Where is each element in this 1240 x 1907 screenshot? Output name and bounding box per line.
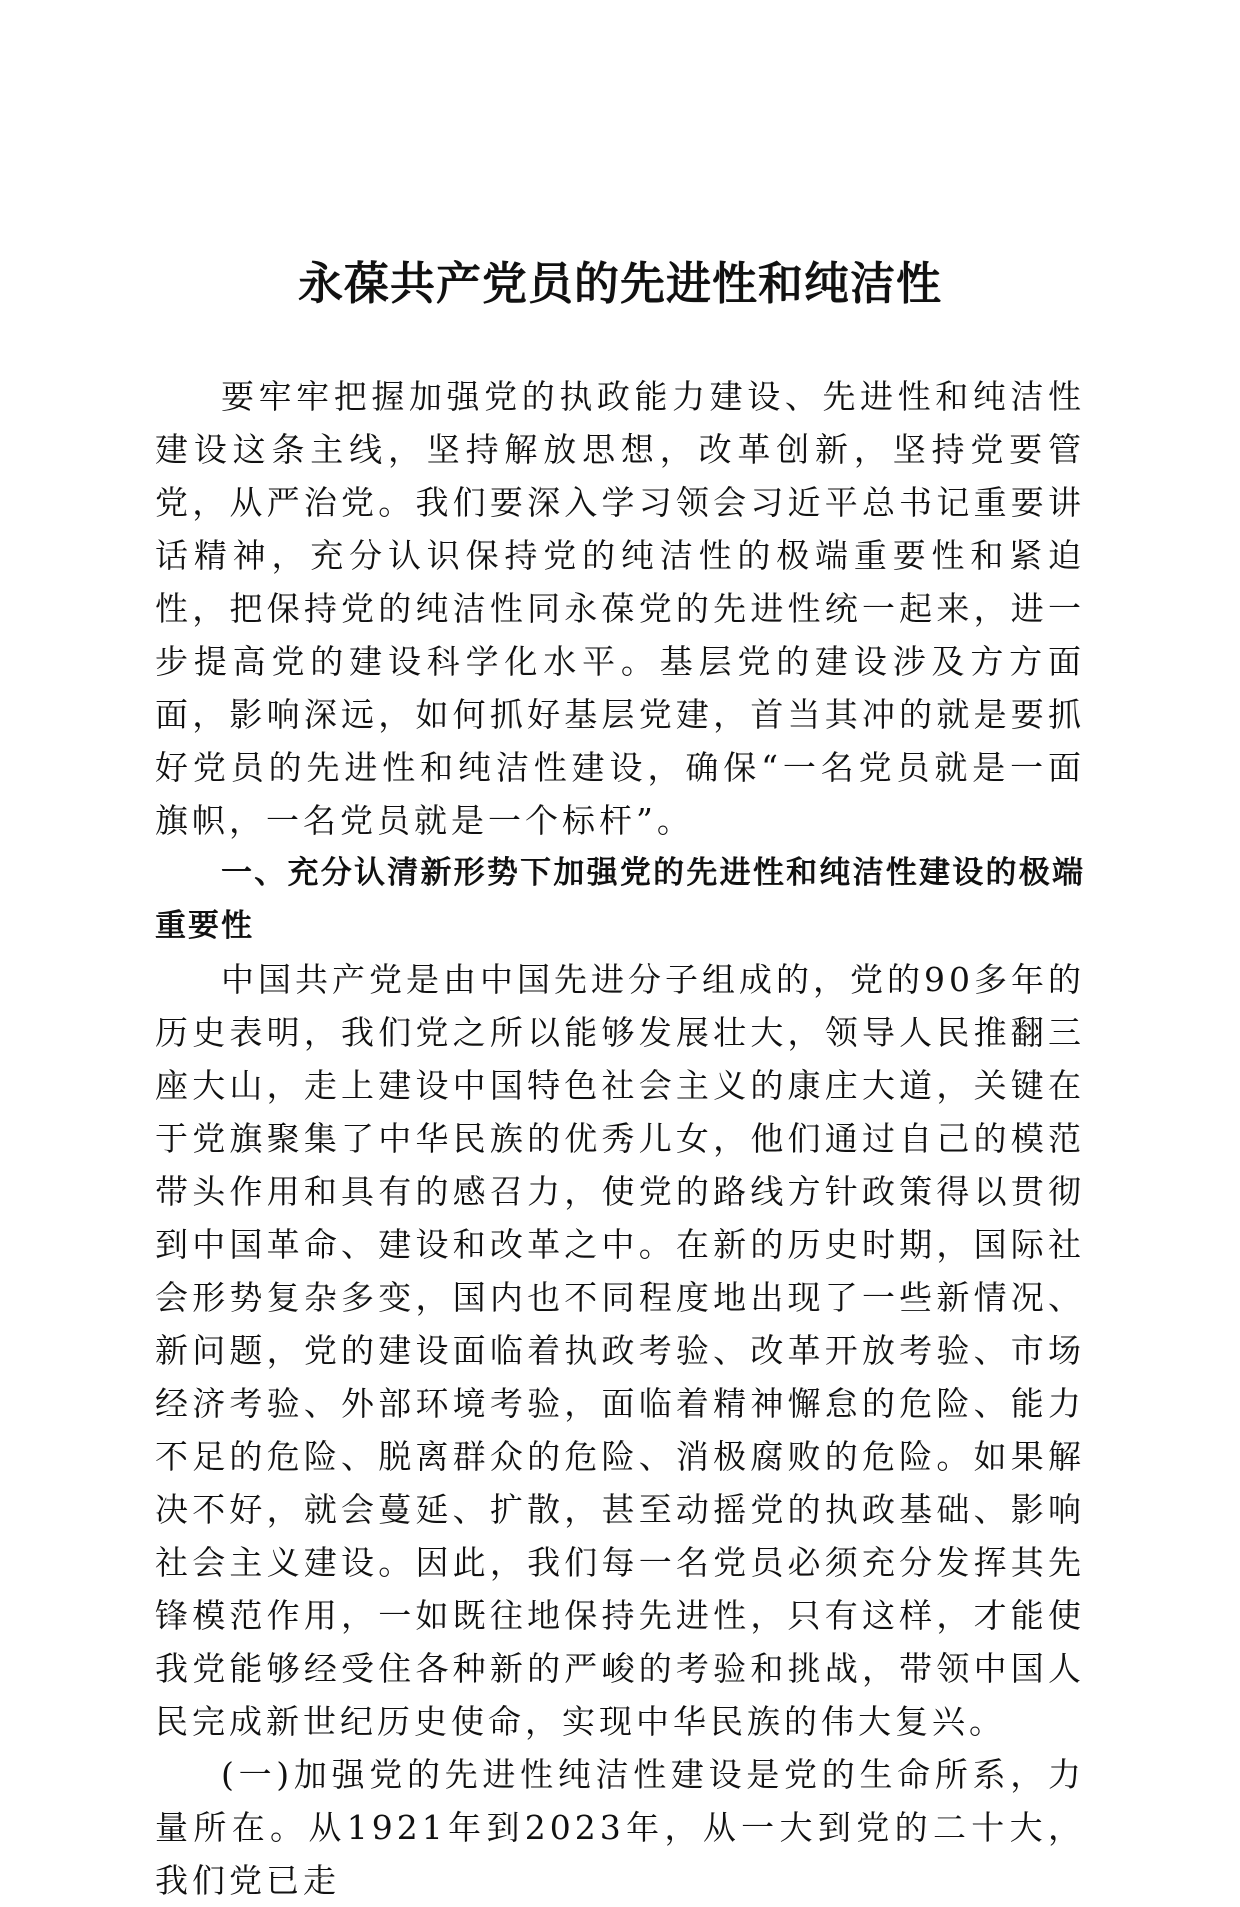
document-title: 永葆共产党员的先进性和纯洁性 — [297, 257, 942, 311]
section-paragraph: 中国共产党是由中国先进分子组成的，党的90多年的历史表明，我们党之所以能够发展壮大，领导人民推翻三座大山，走上建设中国特色社会主义的康庄大道，关键在于党旗聚集了中华民族的优秀儿女，他们通过自己的模范带头作用和具有的感召力，使党的路线方针政策得以贯彻到中国革命、建设和改革之中。在新的历史时期，国际社会形势复杂多变，国内也不同程度地出现了一些新情况、新问题，党的建设面临着执政考验、改革开放考验、市场经济考验、外部环境考验，面临着精神懈怠的危险、能力不足的危险、脱离群众的危险、消极腐败的危险。如果解决不好，就会蔓延、扩散，甚至动摇党的执政基础、影响社会主义建设。因此，我们每一名党员必须充分发挥其先锋模范作用，一如既往地保持先进性，只有这样，才能使我党能够经受住各种新的严峻的考验和挑战，带领中国人民完成新世纪历史使命，实现中华民族的伟大复兴。 — [155, 960, 1085, 1741]
section-heading: 一、充分认清新形势下加强党的先进性和纯洁性建设的极端重要性 — [155, 855, 1085, 944]
document-body — [155, 370, 1085, 1907]
subsection-paragraph: (一)加强党的先进性纯洁性建设是党的生命所系，力量所在。从1921年到2023年，从一大到党的二十大，我们党已走 — [155, 1755, 1085, 1900]
intro-paragraph: 要牢牢把握加强党的执政能力建设、先进性和纯洁性建设这条主线，坚持解放思想，改革创新，坚持党要管党，从严治党。我们要深入学习领会习近平总书记重要讲话精神，充分认识保持党的纯洁性的极端重要性和紧迫性，把保持党的纯洁性同永葆党的先进性统一起来，进一步提高党的建设科学化水平。基层党的建设涉及方方面面，影响深远，如何抓好基层党建，首当其冲的就是要抓好党员的先进性和纯洁性建设，确保“一名党员就是一面旗帜，一名党员就是一个标杆”。 — [155, 377, 1085, 840]
